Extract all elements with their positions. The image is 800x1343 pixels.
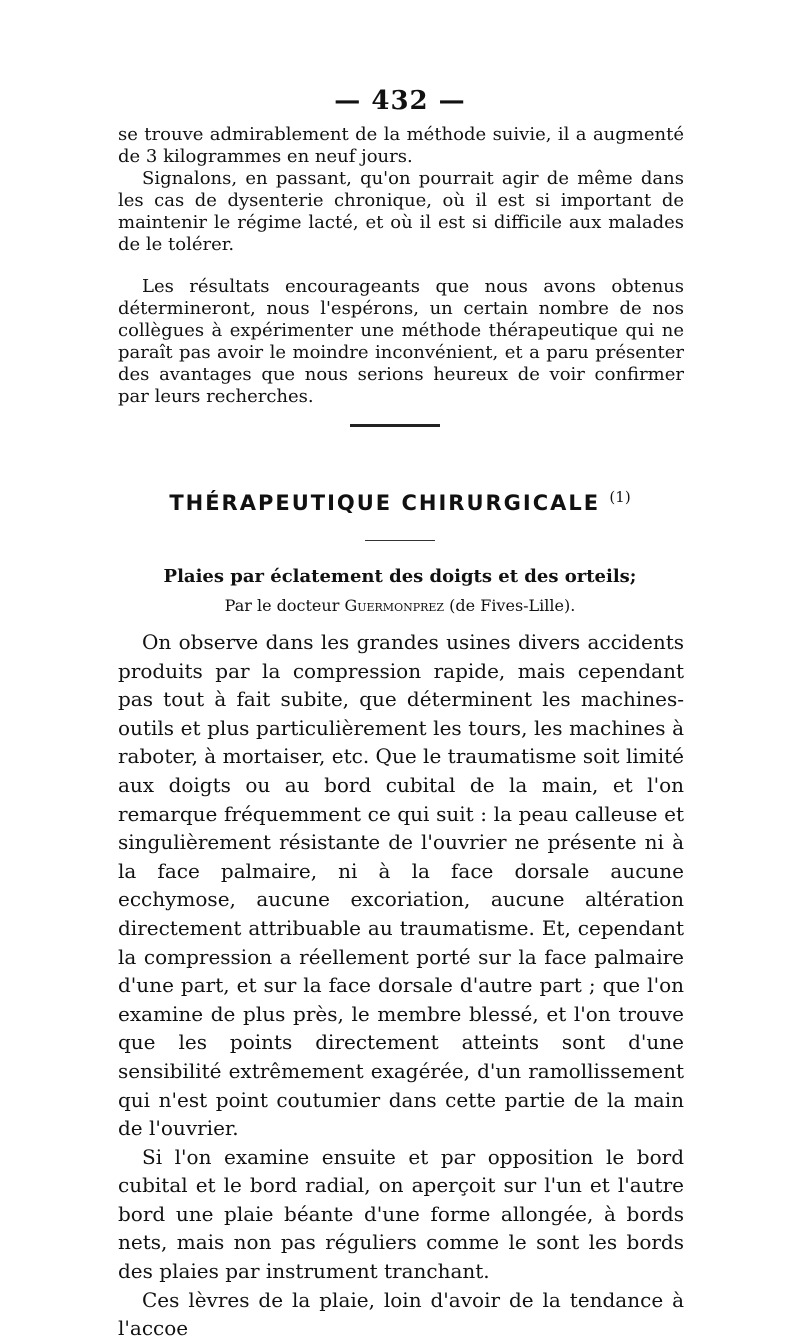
body-paragraph-2: Si l'on examine ensuite et par opposition le bord cubital et le bord radial, on aperçoit sur l'un et l'autre bord une plaie béante d'une forme allongée, à bords nets, mais non pas réguliers comme le sont les bords des plaies par instrument tranchant.: [118, 1144, 684, 1284]
article-body: [118, 628, 684, 1343]
section-heading: [0, 488, 800, 515]
author-name: Guermonprez: [344, 596, 445, 615]
page-number: — 432 —: [334, 86, 466, 116]
section-divider: [350, 424, 440, 427]
intro-paragraph: se trouve admirablement de la méthode suivie, il a augmenté de 3 kilogrammes en neuf jours.: [118, 124, 684, 167]
author-place: (de Fives-Lille).: [449, 596, 576, 615]
results-paragraph: Les résultats encourageants que nous avons obtenus détermineront, nous l'espérons, un certain nombre de nos collègues à expérimenter une méthode thérapeutique qui ne paraît pas avoir le moindre inconvénient, et a paru présenter des avantages que nous serions heureux de voir confirmer par leurs recherches.: [118, 276, 684, 407]
body-paragraph-1: On observe dans les grandes usines divers accidents produits par la compression rapide, mais cependant pas tout à fait subite, que déterminent les machines-outils et plus particulièrement les tours, les machines à raboter, à mortaiser, etc. Que le traumatisme soit limité aux doigts ou au bord cubital de la main, et l'on remarque fréquemment ce qui suit : la peau calleuse et singulièrement résistante de l'ouvrier ne présente ni à la face palmaire, ni à la face dorsale aucune ecchymose, aucune excoriation, aucune altération directement attribuable au traumatisme. Et, cependant la compression a réellement porté sur la face palmaire d'une part, et sur la face dorsale d'autre part ; que l'on examine de plus près, le membre blessé, et l'on trouve que les points directement atteints sont d'une sensibilité extrêmement exagérée, d'un ramollissement qui n'est point coutumier dans cette partie de la main de l'ouvrier.: [118, 630, 684, 1141]
signal-paragraph: Signalons, en passant, qu'on pourrait agir de même dans les cas de dysenterie chronique, où il est si important de maintenir le régime lacté, et où il est si difficile aux malades de le tolérer.: [118, 168, 684, 255]
heading-rule: [365, 540, 435, 541]
author-prefix: Par le docteur: [224, 596, 340, 615]
body-paragraph-3: Ces lèvres de la plaie, loin d'avoir de la tendance à l'accoe: [118, 1287, 684, 1341]
section-title: THÉRAPEUTIQUE CHIRURGICALE: [169, 491, 601, 515]
results-text-block: [118, 276, 684, 408]
section-footnote-marker: (1): [609, 488, 631, 506]
top-text-block: [118, 124, 684, 256]
article-title: Plaies par éclatement des doigts et des orteils;: [163, 566, 637, 587]
article-byline: [0, 596, 800, 615]
